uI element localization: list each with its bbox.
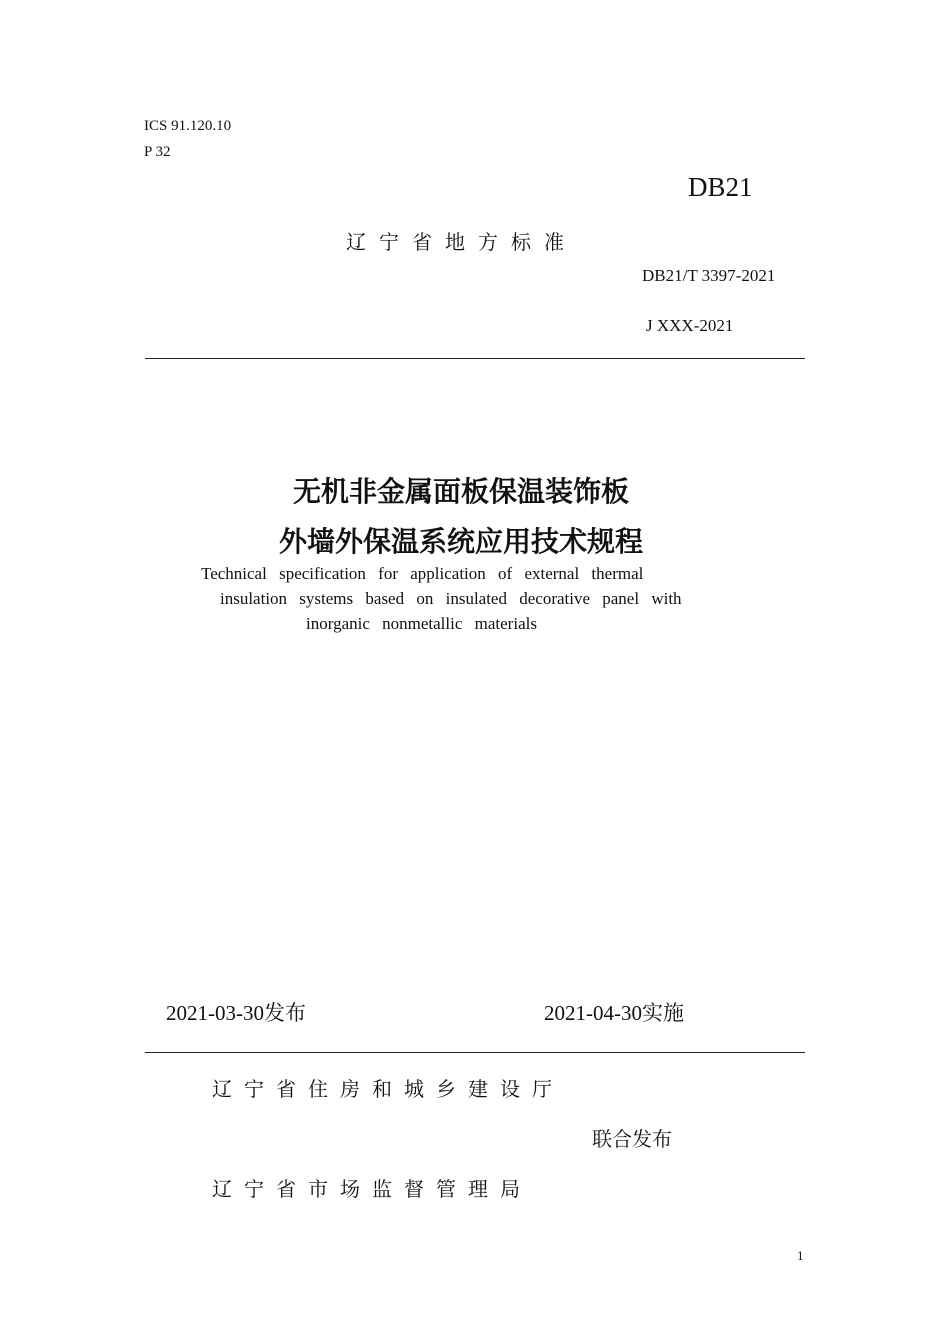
standard-type: 辽宁省地方标准 [346,230,577,254]
title-zh-line1: 无机非金属面板保温装饰板 [292,475,629,508]
top-divider [145,358,805,359]
publish-date-value: 2021-03-30 [166,1001,264,1025]
title-en-line2: insulation systems based on insulated decorative panel with [220,589,682,608]
effective-date [544,997,684,1027]
title-en-line3: inorganic nonmetallic materials [306,614,537,633]
db-code: DB21 [688,172,753,202]
issuer-housing-department: 辽宁省住房和城乡建设厅 [212,1077,564,1101]
j-number: J XXX-2021 [646,316,734,335]
effective-label: 实施 [642,1001,684,1025]
publish-label: 发布 [264,1001,306,1025]
effective-date-value: 2021-04-30 [544,1001,642,1025]
standard-number: DB21/T 3397-2021 [642,266,776,285]
title-zh-line2: 外墙外保温系统应用技术规程 [278,525,643,558]
classification-code: P 32 [144,144,171,160]
title-en-line1: Technical specification for application of external thermal [201,564,644,583]
bottom-divider [145,1052,805,1053]
issuer-market-regulation: 辽宁省市场监督管理局 [212,1177,532,1201]
joint-issue-label: 联合发布 [592,1127,672,1151]
publish-date [166,997,306,1027]
ics-code: ICS 91.120.10 [144,118,232,134]
page-number: 1 [797,1248,804,1263]
